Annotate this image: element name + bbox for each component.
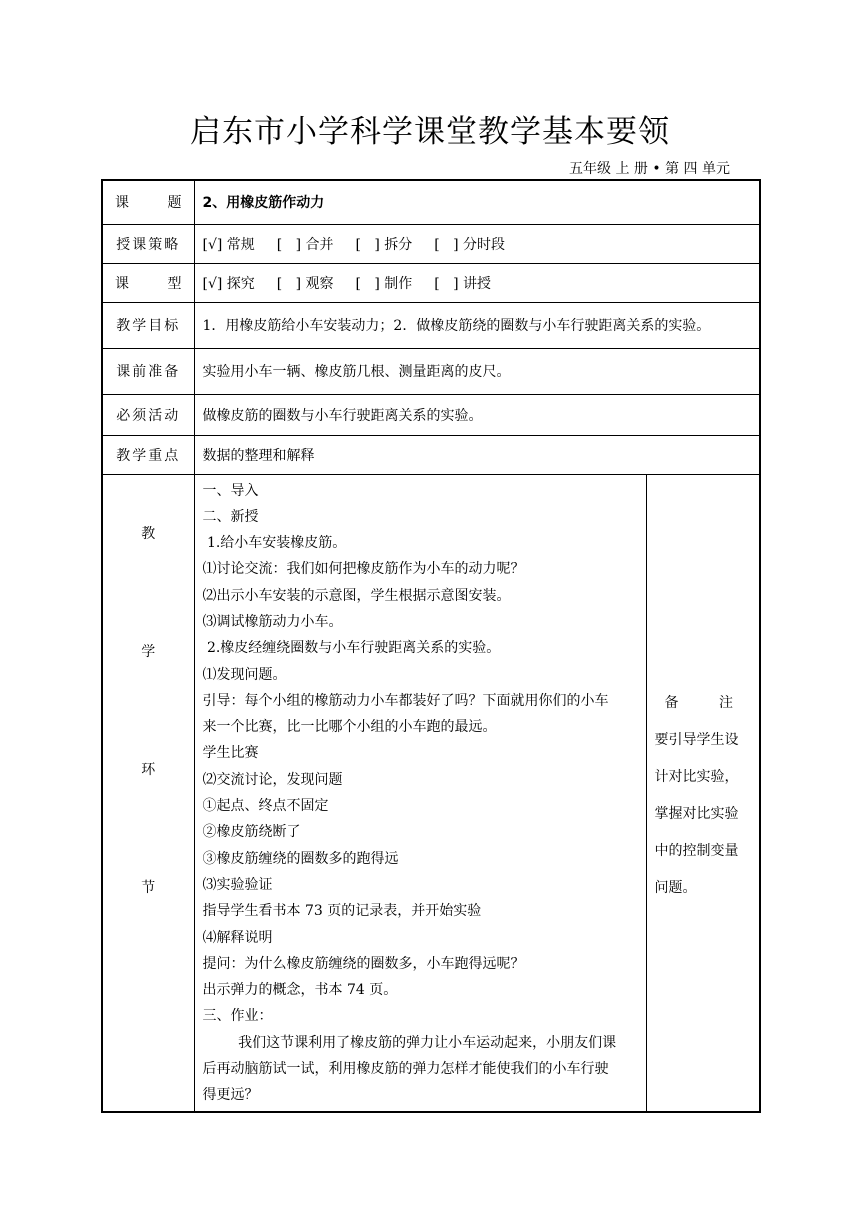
process-line: 我们这节课利用了橡皮筋的弹力让小车运动起来，小朋友们课 [202,1034,617,1051]
row-activity [102,394,760,435]
process-line: 出示弹力的概念，书本 74 页。 [202,982,398,999]
process-line: ⑶实验验证 [202,876,273,893]
row-type [102,263,760,302]
type-option: [ ] 讲授 [434,275,491,292]
process-line: 得更远？ [202,1087,259,1104]
process-line: 提问：为什么橡皮筋缠绕的圈数多，小车跑得远呢？ [202,955,525,972]
notes-line: 要引导学生设 [654,731,739,748]
process-line: 1.给小车安装橡皮筋。 [202,535,347,552]
activity-label: 必须活动 [102,394,194,435]
notes-heading: 备 注 [664,694,733,711]
focus-value: 数据的整理和解释 [194,435,760,474]
row-strategy [102,224,760,263]
process-line: ②橡皮筋绕断了 [202,824,301,841]
notes-line: 计对比实验， [654,768,739,785]
process-line: 引导：每个小组的橡筋动力小车都装好了吗？下面就用你们的小车 [202,692,609,709]
process-content [194,474,646,1112]
process-line: 指导学生看书本 73 页的记录表，并开始实验 [202,903,482,920]
goal-label: 教学目标 [102,302,194,348]
strategy-option: [ ] 合并 [276,236,334,253]
process-line: ⑴发现问题。 [202,666,287,683]
process-line: ⑴讨论交流：我们如何把橡皮筋作为小车的动力呢？ [202,561,525,578]
topic-label: 课 题 [102,180,194,224]
focus-label: 教学重点 [102,435,194,474]
lesson-plan-table [101,179,761,1113]
process-line: 后再动脑筋试一试，利用橡皮筋的弹力怎样才能使我们的小车行驶 [202,1061,609,1078]
row-prep [102,348,760,394]
prep-value: 实验用小车一辆、橡皮筋几根、测量距离的皮尺。 [194,348,760,394]
process-line: ⑵出示小车安装的示意图，学生根据示意图安装。 [202,587,511,604]
strategy-option: [ ] 拆分 [355,236,413,253]
type-option: [ ] 观察 [276,275,334,292]
type-option: [√] 探究 [202,275,255,292]
process-line: 学生比赛 [202,745,259,762]
topic-value: 2、用橡皮筋作动力 [194,180,760,224]
strategy-options [194,224,760,263]
strategy-option: [ ] 分时段 [434,236,505,253]
process-line: ①起点、终点不固定 [202,798,329,815]
type-option: [ ] 制作 [355,275,413,292]
process-line: ⑶调试橡筋动力小车。 [202,613,343,630]
process-line: ③橡皮筋缠绕的圈数多的跑得远 [202,850,399,867]
strategy-label: 授课策略 [102,224,194,263]
process-line: 三、作业： [202,1008,273,1025]
row-focus [102,435,760,474]
process-line: 2.橡皮经缠绕圈数与小车行驶距离关系的实验。 [202,640,501,657]
notes-cell [646,474,760,1112]
process-line: 二、新授 [202,508,259,525]
process-label: 教 学 环 节 [102,474,194,1112]
grade-unit-label: 五年级 上 册 • 第 四 单元 [569,161,730,177]
type-options [194,263,760,302]
goal-value: 1．用橡皮筋给小车安装动力；2．做橡皮筋绕的圈数与小车行驶距离关系的实验。 [194,302,760,348]
notes-line: 问题。 [654,879,697,896]
row-goal [102,302,760,348]
process-line: 来一个比赛，比一比哪个小组的小车跑的最远。 [202,719,497,736]
notes-line: 掌握对比实验 [654,805,739,822]
type-label: 课 型 [102,263,194,302]
process-line: 一、导入 [202,482,259,499]
notes-line: 中的控制变量 [654,842,739,859]
activity-value: 做橡皮筋的圈数与小车行驶距离关系的实验。 [194,394,760,435]
page-title: 启东市小学科学课堂教学基本要领 [190,114,670,150]
prep-label: 课前准备 [102,348,194,394]
process-line: ⑷解释说明 [202,929,273,946]
process-line: ⑵交流讨论，发现问题 [202,771,343,788]
row-process [102,474,760,1112]
row-topic [102,180,760,224]
strategy-option: [√] 常规 [202,236,255,253]
